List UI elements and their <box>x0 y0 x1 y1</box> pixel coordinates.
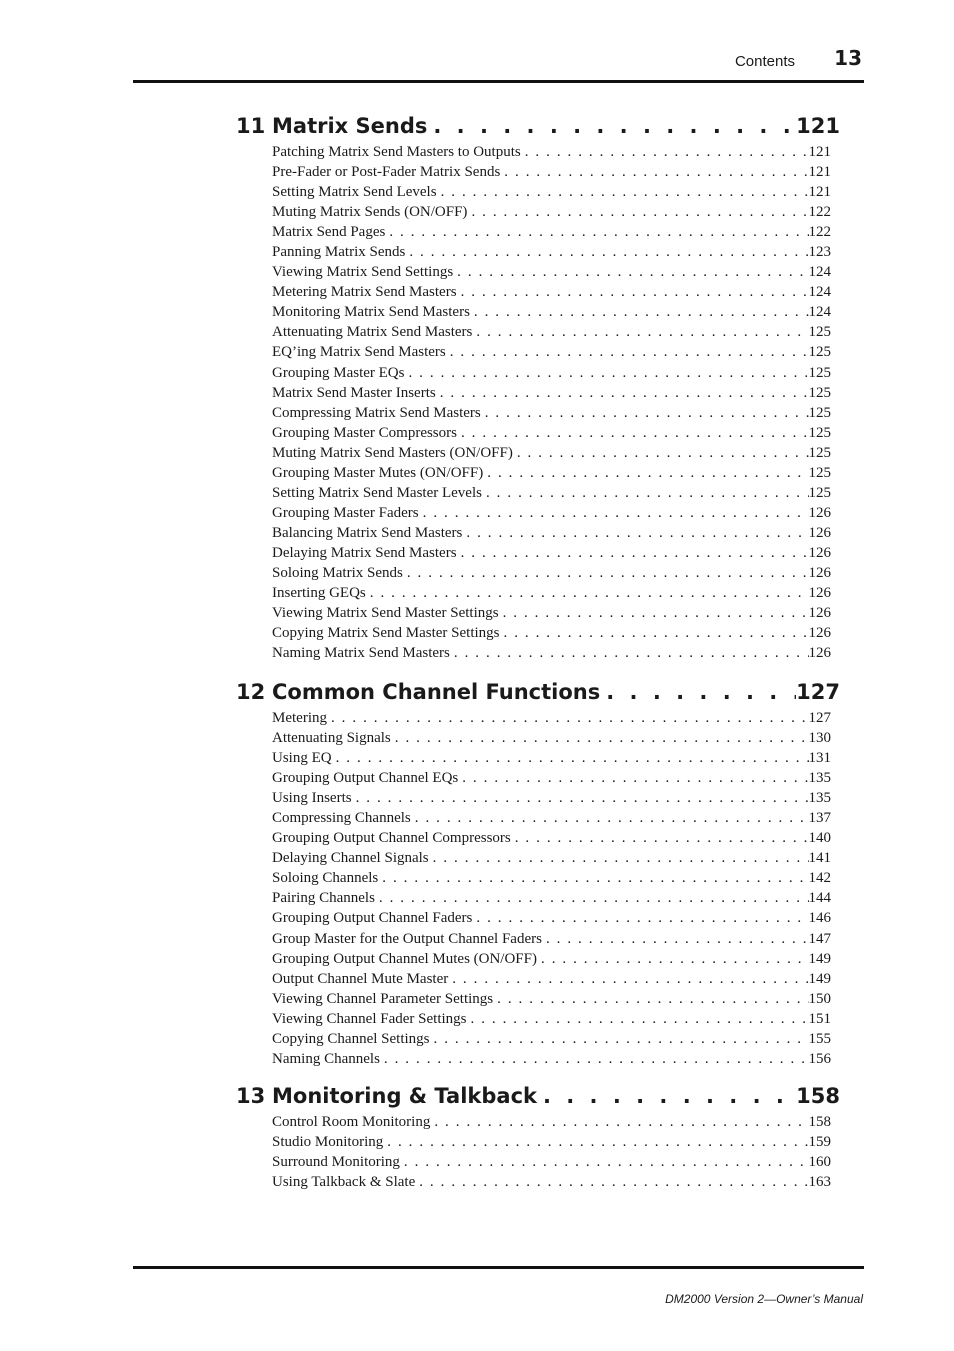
entry-page: 126 <box>808 504 831 521</box>
entry-title: Delaying Channel Signals <box>272 850 429 867</box>
toc-entry[interactable] <box>272 264 831 284</box>
entry-title: Setting Matrix Send Master Levels <box>272 484 482 501</box>
leader-dots <box>462 525 808 542</box>
chapter-page: 158 <box>796 1084 840 1108</box>
entry-page: 122 <box>808 204 831 221</box>
entry-title: Grouping Output Channel Compressors <box>272 830 511 847</box>
entry-title: Grouping Output Channel Faders <box>272 910 473 927</box>
entry-page: 147 <box>808 930 831 947</box>
entry-page: 144 <box>808 890 831 907</box>
entry-page: 126 <box>808 585 831 602</box>
toc-entry[interactable] <box>272 565 831 585</box>
toc-entry[interactable] <box>272 304 831 324</box>
toc-entry[interactable] <box>272 545 831 565</box>
entry-page: 125 <box>808 324 831 341</box>
leader-dots <box>448 971 808 988</box>
toc-entry[interactable] <box>272 1174 831 1194</box>
footer-manual-title: DM2000 Version 2—Owner’s Manual <box>665 1292 863 1306</box>
chapter-section <box>236 680 840 1071</box>
toc-entry[interactable] <box>272 625 831 645</box>
entry-page: 131 <box>808 750 831 767</box>
leader-dots <box>404 365 808 382</box>
entry-page: 121 <box>808 184 831 201</box>
footer-rule <box>133 1266 864 1269</box>
leader-dots <box>493 991 808 1008</box>
leader-dots <box>437 184 809 201</box>
toc-entry[interactable] <box>272 790 831 810</box>
toc-entry[interactable] <box>272 750 831 770</box>
toc-entry[interactable] <box>272 770 831 790</box>
toc-entry[interactable] <box>272 1011 831 1031</box>
entry-page: 125 <box>808 424 831 441</box>
leader-dots <box>453 264 808 281</box>
entry-title: Metering Matrix Send Masters <box>272 284 457 301</box>
toc-entry[interactable] <box>272 585 831 605</box>
entry-title: Using EQ <box>272 750 332 767</box>
leader-dots <box>352 790 809 807</box>
entry-title: Grouping Master Mutes (ON/OFF) <box>272 464 484 481</box>
entry-title: Patching Matrix Send Masters to Outputs <box>272 144 521 160</box>
entry-page: 122 <box>808 224 831 241</box>
entry-page: 127 <box>808 710 831 726</box>
toc-entry[interactable] <box>272 224 831 244</box>
leader-dots <box>405 244 808 261</box>
entry-page: 160 <box>808 1154 831 1171</box>
entry-title: Pairing Channels <box>272 890 375 907</box>
entry-list <box>236 710 831 1071</box>
toc-entry[interactable] <box>272 525 831 545</box>
entry-page: 135 <box>808 770 831 787</box>
leader-dots <box>483 465 808 482</box>
entry-page: 159 <box>808 1134 831 1151</box>
toc-entry[interactable] <box>272 164 831 184</box>
entry-page: 125 <box>808 404 831 421</box>
entry-title: Viewing Channel Fader Settings <box>272 1010 467 1027</box>
leader-dots <box>429 850 809 867</box>
leader-dots <box>600 680 796 704</box>
toc-entry[interactable] <box>272 1134 831 1154</box>
entry-title: Using Talkback & Slate <box>272 1174 416 1191</box>
toc-entry[interactable] <box>272 1031 831 1051</box>
leader-dots <box>327 710 809 727</box>
entry-page: 125 <box>808 384 831 401</box>
leader-dots <box>500 164 808 181</box>
leader-dots <box>383 1134 808 1151</box>
toc-entry[interactable] <box>272 184 831 204</box>
toc-entry[interactable] <box>272 425 831 445</box>
entry-page: 125 <box>808 444 831 461</box>
entry-page: 141 <box>808 850 831 867</box>
toc-entry[interactable] <box>272 645 831 665</box>
chapter-number: 13 <box>236 1084 266 1108</box>
toc-entry[interactable] <box>272 810 831 830</box>
header-rule <box>133 80 864 83</box>
entry-page: 149 <box>808 950 831 967</box>
toc-entry[interactable] <box>272 505 831 525</box>
entry-list <box>236 1114 831 1194</box>
entry-page: 125 <box>808 364 831 381</box>
leader-dots <box>400 1154 809 1171</box>
entry-title: Balancing Matrix Send Masters <box>272 524 463 541</box>
leader-dots <box>450 645 809 662</box>
entry-title: Monitoring Matrix Send Masters <box>272 304 470 321</box>
entry-page: 158 <box>808 1114 831 1130</box>
entry-page: 123 <box>808 244 831 261</box>
leader-dots <box>542 931 809 948</box>
entry-title: Group Master for the Output Channel Faders <box>272 930 542 947</box>
leader-dots <box>472 324 808 341</box>
entry-title: Muting Matrix Sends (ON/OFF) <box>272 204 468 221</box>
toc-entry[interactable] <box>272 324 831 344</box>
entry-title: Grouping Output Channel Mutes (ON/OFF) <box>272 950 537 967</box>
toc-entry[interactable] <box>272 890 831 910</box>
leader-dots <box>457 425 809 442</box>
entry-title: EQ’ing Matrix Send Masters <box>272 344 446 361</box>
entry-page: 124 <box>808 284 831 301</box>
entry-title: Compressing Channels <box>272 810 411 827</box>
leader-dots <box>391 730 809 747</box>
toc-entry[interactable] <box>272 1154 831 1174</box>
page-number: 13 <box>834 46 862 70</box>
leader-dots <box>481 405 809 422</box>
leader-dots <box>415 1174 808 1191</box>
entry-page: 126 <box>808 625 831 642</box>
toc-entry[interactable] <box>272 445 831 465</box>
entry-title: Pre-Fader or Post-Fader Matrix Sends <box>272 164 501 181</box>
toc-entry[interactable] <box>272 870 831 890</box>
toc-entry[interactable] <box>272 830 831 850</box>
entry-title: Matrix Send Pages <box>272 224 386 241</box>
entry-page: 126 <box>808 605 831 622</box>
leader-dots <box>467 1011 809 1028</box>
toc-entry[interactable] <box>272 365 831 385</box>
chapter-section <box>236 1084 840 1194</box>
toc-entry[interactable] <box>272 244 831 264</box>
toc-entry[interactable] <box>272 951 831 971</box>
leader-dots <box>457 284 809 301</box>
chapter-title: Common Channel Functions <box>272 680 601 704</box>
leader-dots <box>457 545 809 562</box>
entry-page: 155 <box>808 1030 831 1047</box>
entry-page: 140 <box>808 830 831 847</box>
entry-title: Soloing Matrix Sends <box>272 564 403 581</box>
entry-title: Surround Monitoring <box>272 1154 400 1171</box>
entry-title: Naming Matrix Send Masters <box>272 645 450 662</box>
chapter-title: Matrix Sends <box>272 114 428 138</box>
entry-page: 125 <box>808 464 831 481</box>
entry-title: Muting Matrix Send Masters (ON/OFF) <box>272 444 513 461</box>
leader-dots <box>419 505 809 522</box>
toc-entry[interactable] <box>272 971 831 991</box>
entry-title: Matrix Send Master Inserts <box>272 384 436 401</box>
entry-title: Delaying Matrix Send Masters <box>272 544 457 561</box>
entry-title: Copying Channel Settings <box>272 1030 430 1047</box>
toc-entry[interactable] <box>272 344 831 364</box>
toc-entry[interactable] <box>272 485 831 505</box>
entry-list <box>236 144 831 665</box>
chapter-heading[interactable] <box>236 680 840 710</box>
entry-title: Grouping Output Channel EQs <box>272 770 459 787</box>
leader-dots <box>375 890 809 907</box>
toc-entry[interactable] <box>272 385 831 405</box>
entry-page: 124 <box>808 264 831 281</box>
entry-title: Compressing Matrix Send Masters <box>272 404 481 421</box>
toc-entry[interactable] <box>272 710 831 730</box>
leader-dots <box>500 625 809 642</box>
entry-title: Naming Channels <box>272 1050 380 1067</box>
entry-page: 126 <box>808 564 831 581</box>
entry-page: 146 <box>808 910 831 927</box>
entry-page: 125 <box>808 484 831 501</box>
entry-page: 142 <box>808 870 831 887</box>
toc-entry[interactable] <box>272 144 831 164</box>
toc-entry[interactable] <box>272 605 831 625</box>
leader-dots <box>521 144 809 161</box>
leader-dots <box>430 1031 809 1048</box>
entry-page: 151 <box>808 1010 831 1027</box>
entry-title: Setting Matrix Send Levels <box>272 184 437 201</box>
leader-dots <box>411 810 809 827</box>
leader-dots <box>436 385 809 402</box>
toc-entry[interactable] <box>272 465 831 485</box>
running-header-label: Contents <box>734 53 795 70</box>
entry-title: Inserting GEQs <box>272 585 366 602</box>
entry-title: Control Room Monitoring <box>272 1114 431 1130</box>
leader-dots <box>513 445 809 462</box>
leader-dots <box>470 304 809 321</box>
entry-title: Grouping Master Faders <box>272 504 419 521</box>
toc-entry[interactable] <box>272 1051 831 1071</box>
leader-dots <box>385 224 808 241</box>
entry-title: Output Channel Mute Master <box>272 970 449 987</box>
entry-page: 121 <box>808 144 831 160</box>
entry-page: 130 <box>808 730 831 747</box>
chapter-page: 127 <box>796 680 840 704</box>
toc-entry[interactable] <box>272 405 831 425</box>
entry-page: 124 <box>808 304 831 321</box>
entry-title: Using Inserts <box>272 790 352 807</box>
entry-title: Panning Matrix Sends <box>272 244 406 261</box>
entry-title: Viewing Matrix Send Settings <box>272 264 454 281</box>
entry-title: Studio Monitoring <box>272 1134 384 1151</box>
toc-entry[interactable] <box>272 931 831 951</box>
entry-page: 126 <box>808 645 831 662</box>
entry-page: 149 <box>808 970 831 987</box>
leader-dots <box>378 870 808 887</box>
toc-entry[interactable] <box>272 910 831 930</box>
toc-entry[interactable] <box>272 204 831 224</box>
leader-dots <box>427 114 796 138</box>
leader-dots <box>430 1114 808 1131</box>
entry-page: 137 <box>808 810 831 827</box>
leader-dots <box>403 565 809 582</box>
entry-title: Attenuating Matrix Send Masters <box>272 324 473 341</box>
entry-title: Metering <box>272 710 327 726</box>
entry-page: 125 <box>808 344 831 361</box>
entry-title: Attenuating Signals <box>272 730 391 747</box>
toc-entry[interactable] <box>272 284 831 304</box>
leader-dots <box>380 1051 809 1068</box>
entry-title: Viewing Channel Parameter Settings <box>272 990 494 1007</box>
toc-entry[interactable] <box>272 991 831 1011</box>
chapter-section <box>236 114 840 665</box>
entry-page: 150 <box>808 990 831 1007</box>
entry-page: 163 <box>808 1174 831 1191</box>
chapter-heading[interactable] <box>236 1084 840 1114</box>
leader-dots <box>537 951 809 968</box>
entry-title: Grouping Master EQs <box>272 364 405 381</box>
entry-page: 156 <box>808 1050 831 1067</box>
leader-dots <box>537 1084 796 1108</box>
leader-dots <box>332 750 809 767</box>
entry-page: 121 <box>808 164 831 181</box>
entry-title: Viewing Matrix Send Master Settings <box>272 605 499 622</box>
chapter-heading[interactable] <box>236 114 840 144</box>
chapter-title: Monitoring & Talkback <box>272 1084 537 1108</box>
entry-page: 126 <box>808 544 831 561</box>
leader-dots <box>458 770 808 787</box>
entry-title: Soloing Channels <box>272 870 379 887</box>
entry-page: 126 <box>808 524 831 541</box>
leader-dots <box>467 204 808 221</box>
entry-title: Grouping Master Compressors <box>272 424 457 441</box>
entry-page: 135 <box>808 790 831 807</box>
leader-dots <box>446 344 809 361</box>
toc-entry[interactable] <box>272 850 831 870</box>
chapter-page: 121 <box>796 114 840 138</box>
toc-entry[interactable] <box>272 1114 831 1134</box>
leader-dots <box>482 485 809 502</box>
chapter-number: 12 <box>236 680 266 704</box>
leader-dots <box>511 830 809 847</box>
toc-entry[interactable] <box>272 730 831 750</box>
entry-title: Copying Matrix Send Master Settings <box>272 625 500 642</box>
chapter-number: 11 <box>236 114 266 138</box>
leader-dots <box>499 605 809 622</box>
leader-dots <box>472 910 808 927</box>
leader-dots <box>366 585 809 602</box>
